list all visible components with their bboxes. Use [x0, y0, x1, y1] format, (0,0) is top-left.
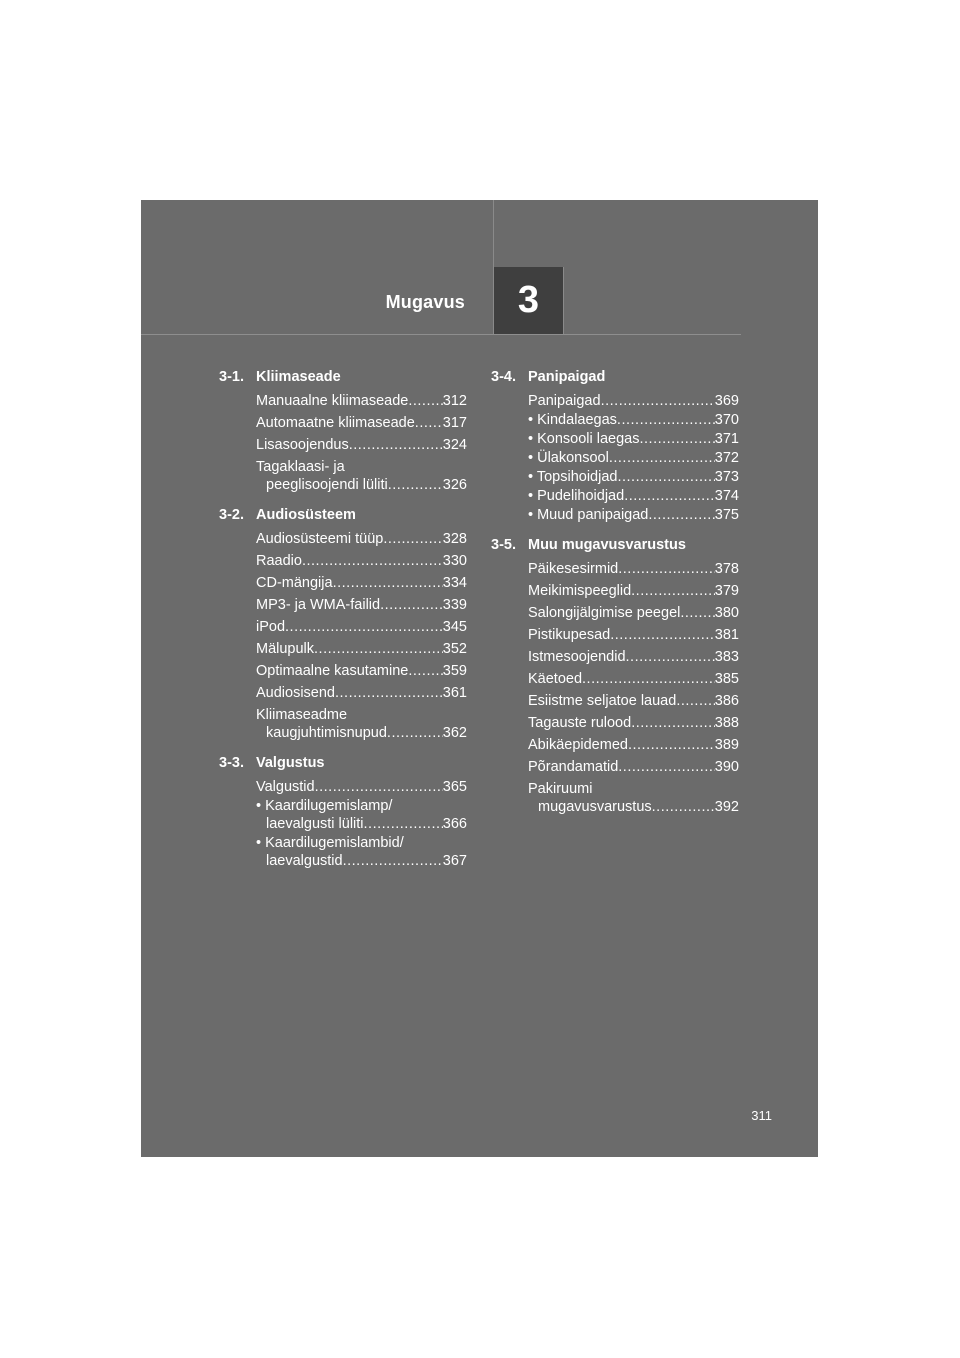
toc-section-3-4 [491, 368, 739, 524]
section-title: Muu mugavusvarustus [528, 537, 686, 553]
entry-page: 381 [714, 627, 739, 643]
entry-page: 367 [442, 853, 467, 869]
toc-entry[interactable] [491, 487, 739, 505]
section-title: Audiosüsteem [256, 507, 356, 523]
toc-entry[interactable] [491, 506, 739, 524]
entry-label: Raadio [256, 553, 302, 569]
entry-page: 389 [714, 737, 739, 753]
entry-page: 380 [714, 605, 739, 621]
toc-entry[interactable] [491, 714, 739, 732]
entry-page: 328 [442, 531, 467, 547]
entry-page: 362 [442, 725, 467, 741]
toc-entry[interactable] [219, 596, 467, 614]
entry-page: 386 [714, 693, 739, 709]
entry-page: 392 [714, 799, 739, 815]
entry-label: Päikesesirmid [528, 561, 619, 577]
chapter-panel [141, 200, 818, 1157]
entry-page: 370 [714, 412, 739, 428]
entry-label: Meikimispeeglid [528, 583, 632, 599]
toc-entry-line1[interactable]: • Kaardilugemislambid/ [256, 835, 404, 851]
entry-label: mugavusvarustus [538, 799, 652, 815]
divider-vertical [493, 200, 494, 267]
toc-entry-line1[interactable]: Tagaklaasi- ja [256, 459, 345, 475]
entry-label: Pistikupesad [528, 627, 611, 643]
entry-page: 334 [442, 575, 467, 591]
entry-label: peeglisoojendi lüliti [266, 477, 388, 493]
toc-entry[interactable] [219, 392, 467, 410]
entry-label: Tagauste rulood [528, 715, 632, 731]
section-number: 3-4. [491, 369, 516, 385]
entry-page: 385 [714, 671, 739, 687]
entry-label: Audiosüsteemi tüüp [256, 531, 384, 547]
entry-label: • Topsihoidjad [528, 469, 618, 485]
toc-entry[interactable] [219, 618, 467, 636]
toc-entry[interactable] [219, 552, 467, 570]
toc-entry[interactable] [491, 392, 739, 410]
entry-page: 379 [714, 583, 739, 599]
entry-page: 374 [714, 488, 739, 504]
toc-entry[interactable] [219, 640, 467, 658]
toc-entry[interactable] [491, 648, 739, 666]
section-number: 3-5. [491, 537, 516, 553]
entry-label: Panipaigad [528, 393, 601, 409]
toc-entry[interactable] [219, 574, 467, 592]
entry-page: 361 [442, 685, 467, 701]
entry-page: 378 [714, 561, 739, 577]
entry-page: 372 [714, 450, 739, 466]
entry-label: laevalgustid [266, 853, 343, 869]
entry-page: 352 [442, 641, 467, 657]
section-title: Valgustus [256, 755, 325, 771]
toc-entry[interactable] [491, 758, 739, 776]
entry-label: Põrandamatid [528, 759, 619, 775]
entry-label: Istmesoojendid [528, 649, 626, 665]
entry-label: Abikäepidemed [528, 737, 628, 753]
entry-label: Automaatne kliimaseade [256, 415, 415, 431]
entry-page: 339 [442, 597, 467, 613]
toc-left-column [219, 368, 467, 882]
page-number: 311 [751, 1108, 772, 1123]
toc-entry[interactable] [219, 684, 467, 702]
toc-entry[interactable] [219, 414, 467, 432]
entry-label: Mälupulk [256, 641, 315, 657]
entry-page: 390 [714, 759, 739, 775]
entry-page: 312 [442, 393, 467, 409]
toc-entry[interactable] [491, 736, 739, 754]
entry-label: • Ülakonsool [528, 450, 609, 466]
section-number: 3-3. [219, 755, 244, 771]
entry-label: Valgustid [256, 779, 315, 795]
toc-entry[interactable] [491, 560, 739, 578]
toc-entry[interactable] [219, 436, 467, 454]
toc-section-3-2 [219, 506, 467, 742]
entry-label: Käetoed [528, 671, 583, 687]
entry-page: 371 [714, 431, 739, 447]
entry-label: • Kindalaegas [528, 412, 617, 428]
entry-label: Optimaalne kasutamine [256, 663, 409, 679]
section-number: 3-1. [219, 369, 244, 385]
entry-label: • Pudelihoidjad [528, 488, 625, 504]
entry-page: 345 [442, 619, 467, 635]
toc-entry[interactable] [491, 468, 739, 486]
toc-entry-line2[interactable] [219, 724, 467, 742]
toc-section-3-5 [491, 536, 739, 816]
entry-label: Audiosisend [256, 685, 335, 701]
toc-entry[interactable] [219, 530, 467, 548]
entry-page: 330 [442, 553, 467, 569]
entry-page: 373 [714, 469, 739, 485]
toc-entry-line1[interactable]: • Kaardilugemislamp/ [256, 798, 393, 814]
toc-section-3-3 [219, 754, 467, 870]
entry-label: Esiistme seljatoe lauad [528, 693, 677, 709]
entry-label: laevalgusti lüliti [266, 816, 364, 832]
entry-label: kaugjuhtimisnupud [266, 725, 387, 741]
section-title: Panipaigad [528, 369, 606, 385]
entry-label: MP3- ja WMA-failid [256, 597, 381, 613]
toc-entry-line1[interactable]: Kliimaseadme [256, 707, 348, 723]
toc-entry-line1[interactable]: Pakiruumi [528, 781, 593, 797]
entry-label: • Muud panipaigad [528, 507, 649, 523]
chapter-number-tab [493, 267, 564, 334]
toc-entry[interactable] [491, 411, 739, 429]
entry-label: CD-mängija [256, 575, 333, 591]
entry-label: Manuaalne kliimaseade [256, 393, 409, 409]
entry-page: 317 [442, 415, 467, 431]
toc-entry-line2[interactable] [219, 815, 467, 833]
entry-page: 359 [442, 663, 467, 679]
toc-entry[interactable] [491, 582, 739, 600]
toc-entry[interactable] [219, 778, 467, 796]
entry-page: 326 [442, 477, 467, 493]
chapter-title: Mugavus [385, 292, 465, 312]
entry-page: 324 [442, 437, 467, 453]
entry-label: Lisasoojendus [256, 437, 349, 453]
entry-page: 365 [442, 779, 467, 795]
toc-right-column [491, 368, 739, 828]
toc-entry-line2[interactable] [219, 476, 467, 494]
toc-entry[interactable] [491, 604, 739, 622]
entry-label: iPod [256, 619, 286, 635]
entry-page: 369 [714, 393, 739, 409]
toc-entry[interactable] [491, 449, 739, 467]
section-title: Kliimaseade [256, 369, 341, 385]
entry-label: • Konsooli laegas [528, 431, 640, 447]
toc-entry[interactable] [219, 662, 467, 680]
toc-entry[interactable] [491, 692, 739, 710]
section-number: 3-2. [219, 507, 244, 523]
entry-label: Salongijälgimise peegel [528, 605, 681, 621]
toc-entry[interactable] [491, 626, 739, 644]
toc-entry-line2[interactable] [491, 798, 739, 816]
entry-page: 388 [714, 715, 739, 731]
entry-page: 383 [714, 649, 739, 665]
entry-page: 366 [442, 816, 467, 832]
toc-entry[interactable] [491, 430, 739, 448]
entry-page: 375 [714, 507, 739, 523]
toc-entry-line2[interactable] [219, 852, 467, 870]
toc-section-3-1 [219, 368, 467, 494]
chapter-number: 3 [517, 279, 540, 321]
toc-entry[interactable] [491, 670, 739, 688]
divider-horizontal [141, 334, 741, 335]
